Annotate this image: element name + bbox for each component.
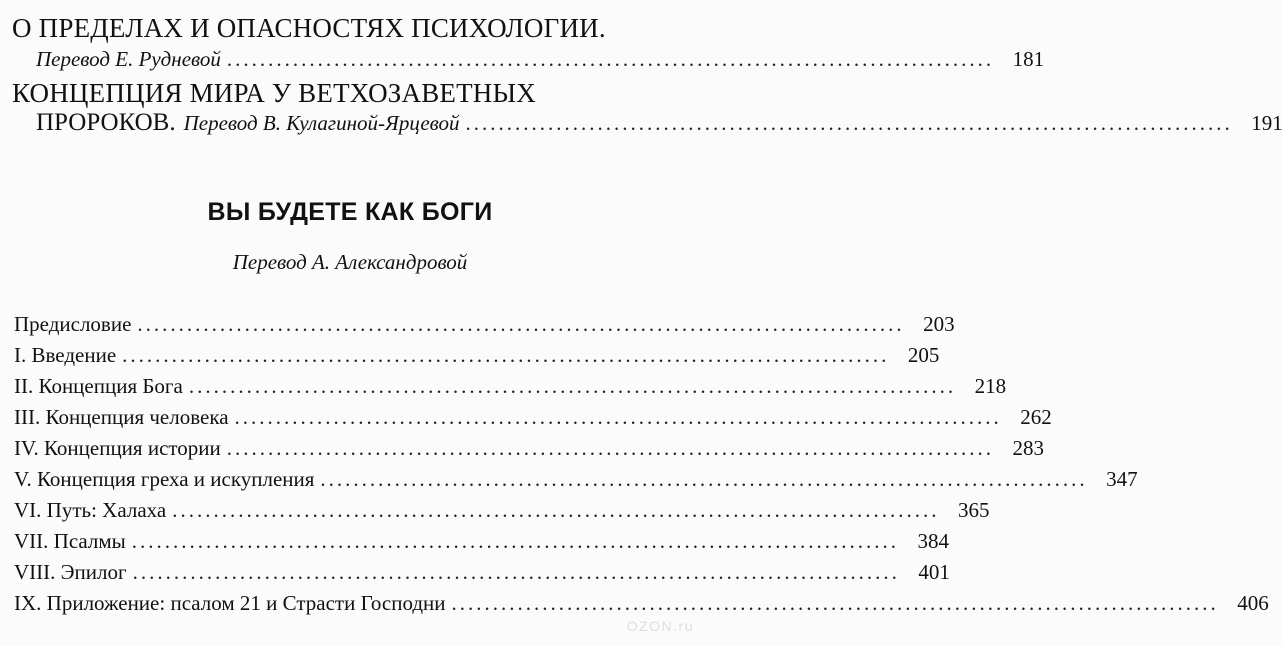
toc-row (14, 560, 950, 591)
toc-row (14, 312, 955, 343)
toc-title: IV. Концепция истории (14, 436, 221, 460)
dot-leader: ............................................................................................. (188, 374, 957, 398)
toc-page-number: 401 (918, 560, 950, 584)
toc-page-number: 365 (957, 498, 990, 522)
toc-row (14, 591, 1269, 622)
ozon-watermark: OZON.ru (626, 618, 694, 634)
dot-leader: ............................................................................................. (226, 436, 995, 460)
toc-row (14, 529, 950, 560)
toc-title: I. Введение (14, 343, 117, 367)
toc-page-number: 384 (917, 529, 950, 553)
toc-title: V. Концепция греха и искупления (14, 467, 315, 491)
toc-entry-title: О ПРЕДЕЛАХ И ОПАСНОСТЯХ ПСИХОЛОГИИ. (12, 13, 606, 43)
toc-page-number: 203 (923, 312, 955, 336)
dot-leader: ............................................................................................. (226, 47, 995, 71)
dot-leader: ............................................................................................. (320, 467, 1088, 491)
dot-leader: ............................................................................................. (131, 529, 900, 553)
toc-title: VII. Псалмы (14, 529, 126, 553)
toc-title: III. Концепция человека (14, 405, 229, 429)
toc-entry-prophets-title (12, 78, 682, 109)
toc-page-number: 218 (974, 374, 1007, 398)
dot-leader: ............................................................................................. (234, 405, 1002, 429)
toc-page-number: 347 (1106, 467, 1138, 491)
dot-leader: ............................................................................................. (465, 111, 1233, 135)
toc-page-number: 262 (1020, 405, 1052, 429)
toc-entry-psychology-title (12, 13, 682, 44)
toc-row (14, 343, 940, 374)
toc-page-number: 406 (1237, 591, 1269, 615)
toc-list (14, 312, 1269, 622)
dot-leader: ............................................................................................. (137, 312, 905, 336)
dot-leader: ............................................................................................. (172, 498, 940, 522)
toc-entry-psychology-line (36, 47, 1045, 72)
dot-leader: ............................................................................................. (122, 343, 890, 367)
toc-row (14, 405, 1052, 436)
toc-title: VIII. Эпилог (14, 560, 127, 584)
toc-entry-title: КОНЦЕПЦИЯ МИРА У ВЕТХОЗАВЕТНЫХ (12, 78, 536, 108)
toc-entry-title-continuation: ПРОРОКОВ. (36, 109, 176, 136)
dot-leader: ............................................................................................. (132, 560, 900, 584)
toc-row (14, 374, 1007, 405)
toc-row (14, 436, 1045, 467)
toc-title: II. Концепция Бога (14, 374, 183, 398)
toc-row (14, 467, 1138, 498)
toc-title: IX. Приложение: псалом 21 и Страсти Господни (14, 591, 446, 615)
toc-entry-translator: Перевод Е. Рудневой (36, 47, 221, 71)
toc-page-number: 191 (1251, 111, 1283, 135)
section-title: ВЫ БУДЕТЕ КАК БОГИ (207, 198, 493, 226)
toc-title: VI. Путь: Халаха (14, 498, 167, 522)
toc-page-number: 205 (907, 343, 940, 367)
toc-page-number: 283 (1012, 436, 1045, 460)
dot-leader: ............................................................................................. (451, 591, 1219, 615)
toc-entry-prophets-line (36, 109, 1283, 137)
toc-page-number: 181 (1012, 47, 1045, 71)
toc-row (14, 498, 990, 529)
section-translator: Перевод А. Александровой (232, 250, 468, 274)
toc-entry-translator: Перевод В. Кулагиной-Ярцевой (183, 111, 460, 135)
toc-title: Предисловие (14, 312, 132, 336)
